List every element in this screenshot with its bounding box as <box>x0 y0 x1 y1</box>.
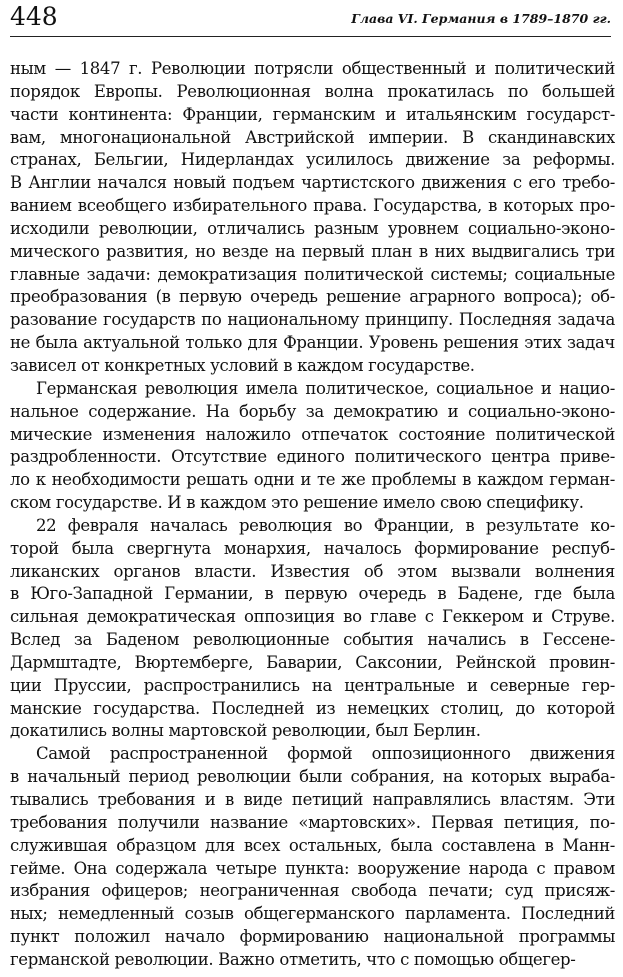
paragraph <box>10 743 615 971</box>
text-line: В Англии начался новый подъем чартистского движения с его требо- <box>10 173 615 193</box>
text-line: преобразования (в первую очередь решение аграрного вопроса); об- <box>10 287 615 307</box>
text-line: пункт положил начало формированию национальной программы <box>10 927 615 947</box>
text-line: ликанских органов власти. Известия об этом вызвали волнения <box>10 561 615 581</box>
page-number: 448 <box>10 2 58 31</box>
text-line: странах, Бельгии, Нидерландах усилилось движение за реформы. <box>10 150 615 170</box>
text-line: ным — 1847 г. Революции потрясли общественный и политический <box>10 59 615 78</box>
text-line: Самой распространенной формой оппозиционного движения <box>36 744 615 764</box>
text-line: порядок Европы. Революционная волна прокатилась по большей <box>10 81 615 101</box>
text-line: разование государств по национальному принципу. Последняя задача <box>10 310 615 330</box>
text-line: ных; немедленный созыв общегерманского парламента. Последний <box>10 904 615 924</box>
text-line: манские государства. Последней из немецких столиц, до которой <box>10 698 615 718</box>
text-line: сильная демократическая оппозиция во главе с Геккером и Струве. <box>10 607 615 627</box>
paragraph <box>10 515 615 743</box>
text-line: 22 февраля началась революция во Франции, в результате ко- <box>36 515 615 535</box>
text-line: в начальный период революции были собрания, на которых выраба- <box>10 767 615 787</box>
text-line: в Юго-Западной Германии, в первую очередь в Бадене, где была <box>10 584 615 604</box>
text-line: исходили революции, отличались разным уровнем социально-эконо- <box>10 218 615 238</box>
text-line: части континента: Франции, германским и итальянским государст- <box>10 104 615 124</box>
text-line: ванием всеобщего избирательного права. Государства, в которых про- <box>10 196 615 216</box>
text-line: служившая образцом для всех остальных, была составлена в Манн- <box>10 835 615 855</box>
text-line: торой была свергнута монархия, началось формирование респуб- <box>10 538 615 558</box>
text-line: мического развития, но везде на первый план в них выдвигались три <box>10 241 615 261</box>
text-line: Дармштадте, Вюртемберге, Баварии, Саксонии, Рейнской провин- <box>10 652 615 672</box>
paragraph <box>10 58 615 378</box>
text-line: гейме. Она содержала четыре пункта: вооружение народа с правом <box>10 858 615 878</box>
text-line: избрания офицеров; неограниченная свобода печати; суд присяж- <box>10 881 615 901</box>
page-header <box>10 2 611 37</box>
text-line: главные задачи: демократизация политической системы; социальные <box>10 264 615 284</box>
body-text <box>10 58 615 972</box>
text-line: не была актуальной только для Франции. Уровень решения этих задач <box>10 333 615 353</box>
text-line: ции Пруссии, распространились на центральные и северные гер- <box>10 675 615 695</box>
text-line: Вслед за Баденом революционные события начались в Гессене- <box>10 630 615 650</box>
text-line: нальное содержание. На борьбу за демократию и социально-эконо- <box>10 401 615 421</box>
text-line: зависел от конкретных условий в каждом государстве. <box>10 355 475 375</box>
text-line: ском государстве. И в каждом это решение имело свою специфику. <box>10 493 584 513</box>
text-line: требования получили название «мартовских». Первая петиция, по- <box>10 812 615 832</box>
text-line: мические изменения наложило отпечаток состояние политической <box>10 424 615 444</box>
text-line: вам, многонациональной Австрийской империи. В скандинавских <box>10 127 615 147</box>
text-line: ло к необходимости решать одни и те же проблемы в каждом герман- <box>10 470 615 490</box>
text-line: Германская революция имела политическое, социальное и нацио- <box>36 378 615 398</box>
text-line: германской революции. Важно отметить, что с помощью общегер- <box>10 949 576 969</box>
text-line: тывались требования и в виде петиций направлялись властям. Эти <box>10 790 615 809</box>
text-line: раздробленности. Отсутствие единого политического центра приве- <box>10 447 615 467</box>
paragraph <box>10 378 615 515</box>
running-title: Глава VI. Германия в 1789–1870 гг. <box>351 11 611 26</box>
text-line: докатились волны мартовской революции, был Берлин. <box>10 721 481 741</box>
